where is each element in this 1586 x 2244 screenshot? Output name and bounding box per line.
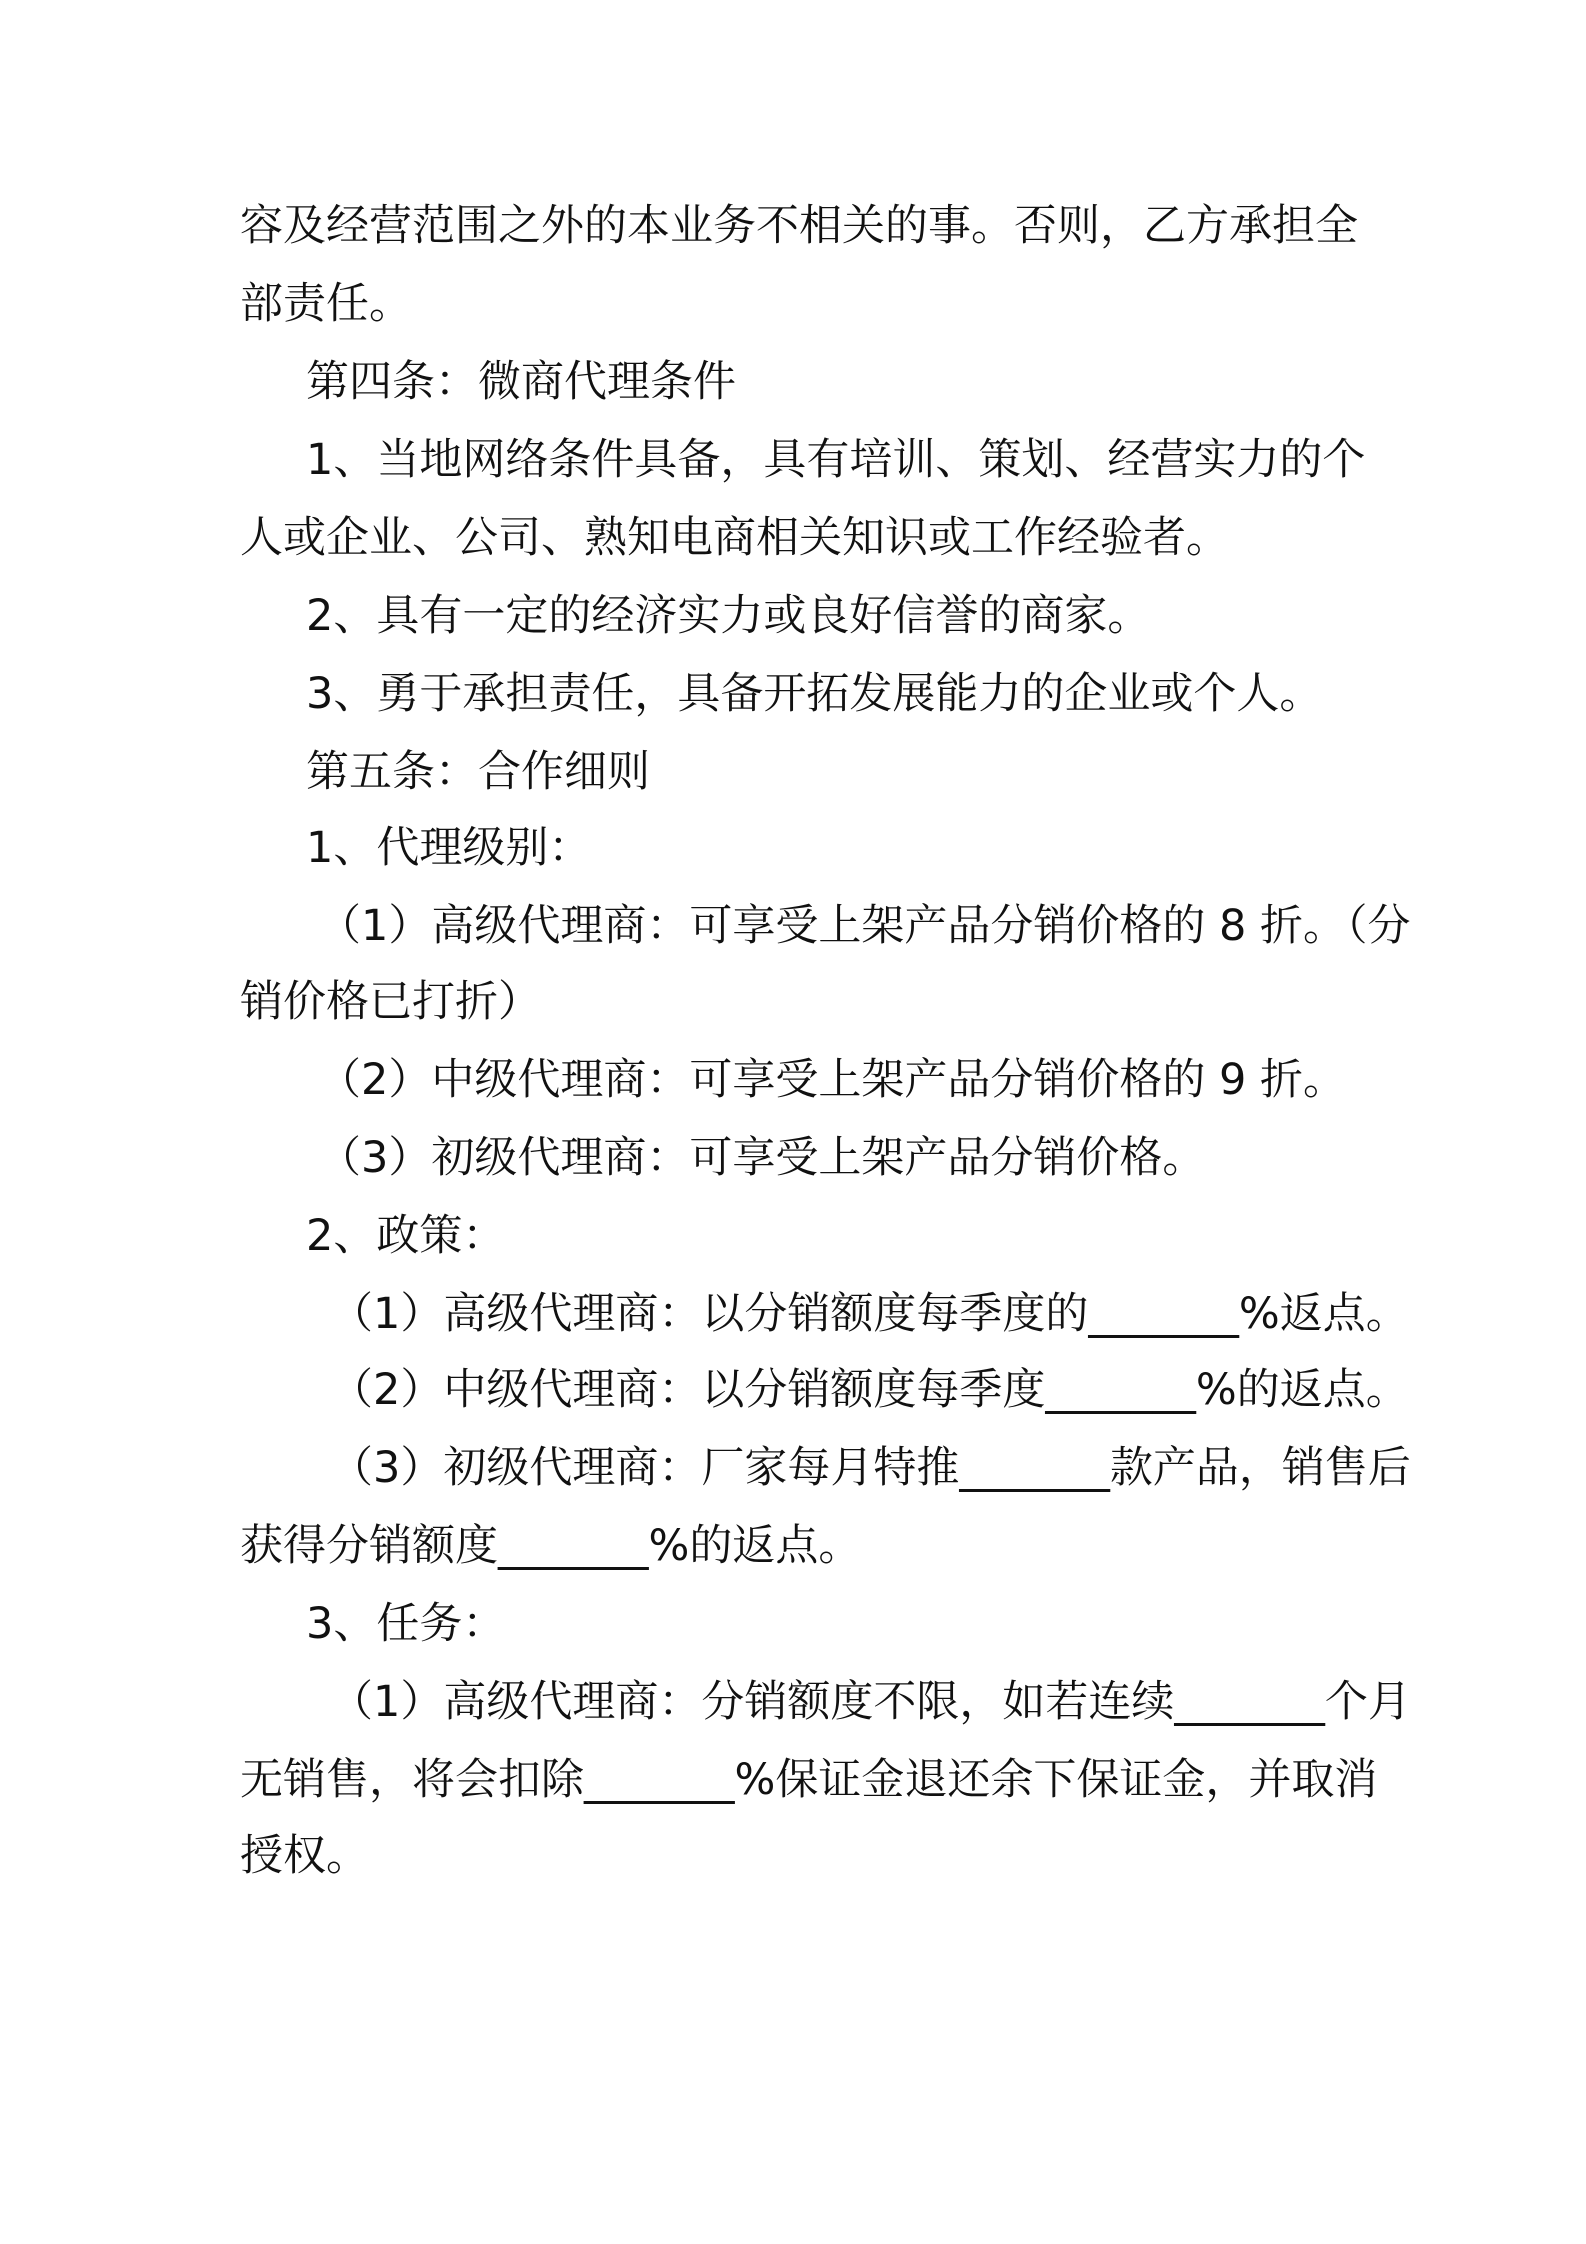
paragraph-line: 3、勇于承担责任，具备开拓发展能力的企业或个人。: [306, 669, 1323, 719]
paragraph-line: 2、具有一定的经济实力或良好信誉的商家。: [306, 591, 1151, 641]
paragraph-line: （1）高级代理商：可享受上架产品分销价格的 8 折。（分: [318, 901, 1411, 951]
paragraph-line: 3、任务：: [306, 1599, 506, 1649]
paragraph-line: 1、代理级别：: [306, 823, 592, 873]
section-heading: 第五条：合作细则: [306, 747, 650, 797]
section-heading: 第四条：微商代理条件: [306, 357, 736, 407]
paragraph-line: 容及经营范围之外的本业务不相关的事。否则，乙方承担全: [240, 201, 1358, 251]
paragraph-line: （3）初级代理商：可享受上架产品分销价格。: [318, 1133, 1206, 1183]
paragraph-line: 获得分销额度_______%的返点。: [240, 1521, 862, 1571]
paragraph-line: （3）初级代理商：厂家每月特推_______款产品，销售后: [330, 1443, 1411, 1493]
paragraph-line: 人或企业、公司、熟知电商相关知识或工作经验者。: [240, 513, 1229, 563]
paragraph-line: 2、政策：: [306, 1211, 506, 1261]
paragraph-line: （1）高级代理商：以分销额度每季度的_______%返点。: [330, 1289, 1409, 1339]
paragraph-line: 销价格已打折）: [240, 977, 541, 1027]
paragraph-line: （1）高级代理商：分销额度不限，如若连续_______个月: [330, 1677, 1411, 1727]
paragraph-line: 部责任。: [240, 279, 412, 329]
paragraph-line: （2）中级代理商：可享受上架产品分销价格的 9 折。: [318, 1055, 1347, 1105]
paragraph-line: 1、当地网络条件具备，具有培训、策划、经营实力的个: [306, 435, 1366, 485]
paragraph-line: （2）中级代理商：以分销额度每季度_______%的返点。: [330, 1365, 1409, 1415]
paragraph-line: 授权。: [240, 1831, 369, 1881]
paragraph-line: 无销售，将会扣除_______%保证金退还余下保证金，并取消: [240, 1755, 1378, 1805]
